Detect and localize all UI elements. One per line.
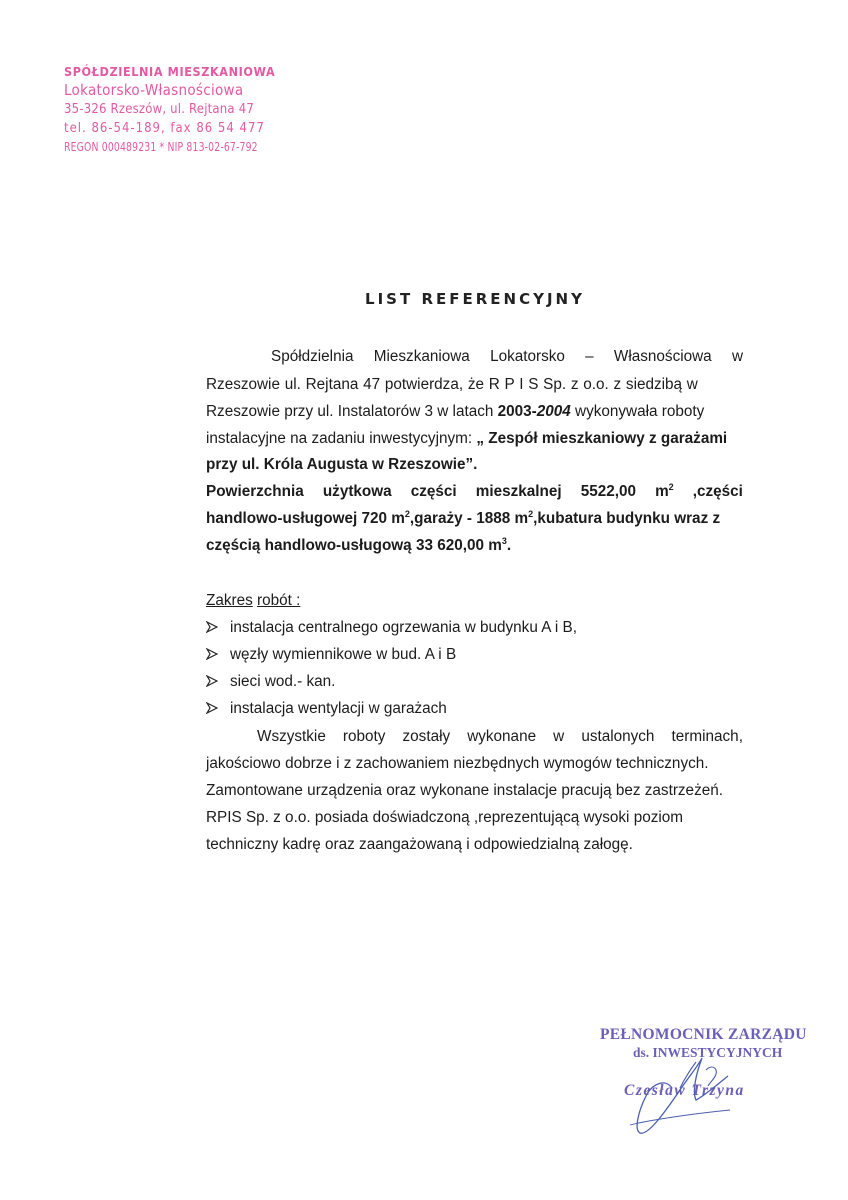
text-span: Rzeszowie przy ul. Instalatorów 3 w latach	[206, 403, 498, 420]
text-span: Wszystkie	[257, 728, 326, 745]
text-span: robót	[257, 592, 292, 609]
text-span: instalacyjne na zadaniu inwestycyjnym:	[206, 430, 477, 447]
year-start: 2003-	[497, 403, 537, 420]
company-header-stamp	[64, 62, 289, 157]
text-span: .	[506, 537, 512, 554]
superscript: 2	[528, 509, 534, 519]
paragraph-3-line-4: RPIS Sp. z o.o. posiada doświadczoną ,reprezentującą wysoki poziom	[206, 809, 684, 826]
text-span: zostały	[402, 728, 451, 745]
scope-label	[206, 592, 743, 610]
arrow-bullet-icon	[206, 675, 218, 687]
stamp-person-name: Czesław Trzyna	[624, 1082, 745, 1099]
stamp-role: PEŁNOMOCNIK ZARZĄDU	[600, 1026, 807, 1043]
paragraph-1-line-2: Rzeszowie ul. Rejtana 47 potwierdza, że R P I S Sp. z o.o. z siedzibą w	[206, 376, 698, 393]
text-span: częścią handlowo-usługową 33 620,00 m	[206, 537, 502, 554]
text-span: Spółdzielnia	[271, 348, 354, 365]
text-span: użytkowa	[322, 483, 392, 500]
text-span: m	[655, 483, 669, 500]
year-end: 2004	[536, 403, 571, 420]
text-span: Lokatorsko	[490, 348, 565, 365]
stamp-company-name: SPÓŁDZIELNIA MIESZKANIOWA	[64, 64, 276, 79]
paragraph-2-line-2	[206, 510, 743, 528]
stamp-phone-fax: tel. 86-54-189, fax 86 54 477	[64, 121, 265, 136]
text-span: Mieszkaniowa	[373, 348, 470, 365]
handwritten-signature-icon	[610, 1040, 760, 1140]
stamp-regon-nip: REGON 000489231 * NIP 813-02-67-792	[64, 140, 258, 154]
text-span: instalacja centralnego ogrzewania w budynku A i B,	[230, 619, 577, 636]
text-span: części	[410, 483, 457, 500]
text-span: w	[731, 348, 743, 365]
scope-list-item	[206, 673, 335, 691]
paragraph-3-line-5: techniczny kadrę oraz zaangażowaną i odpowiedzialną załogę.	[206, 836, 633, 853]
project-name: „ Zespół mieszkaniowy z garażami	[476, 430, 728, 447]
text-span: instalacja wentylacji w garażach	[230, 700, 447, 717]
paragraph-1-line-3	[206, 403, 743, 421]
text-span: ,części	[692, 483, 743, 500]
text-span: –	[585, 348, 594, 365]
paragraph-3-line-3: Zamontowane urządzenia oraz wykonane instalacje pracują bez zastrzeżeń.	[206, 782, 723, 799]
superscript: 2	[668, 482, 674, 492]
scope-list-item	[206, 646, 456, 664]
arrow-bullet-icon	[206, 702, 218, 714]
text-span: terminach,	[671, 728, 743, 745]
arrow-bullet-icon	[206, 621, 218, 633]
text-span: węzły wymiennikowe w bud. A i B	[230, 646, 457, 663]
paragraph-2-line-1	[206, 483, 743, 501]
scope-list-item	[206, 700, 447, 718]
arrow-bullet-icon	[206, 648, 218, 660]
scope-list-item	[206, 619, 577, 637]
text-span: Zakres	[206, 592, 253, 609]
text-span: ustalonych	[581, 728, 655, 745]
paragraph-1-line-5: przy ul. Króla Augusta w Rzeszowie”.	[206, 456, 478, 473]
stamp-company-type: Lokatorsko-Własnościowa	[64, 81, 244, 99]
text-span: :	[291, 592, 301, 609]
paragraph-1-line-4	[206, 430, 743, 448]
text-span: ,garaży - 1888 m	[409, 510, 529, 527]
text-span: wykonane	[467, 728, 537, 745]
text-span: mieszkalnej	[475, 483, 562, 500]
document-title: LIST REFERENCYJNY	[365, 290, 585, 308]
area-unit	[655, 483, 674, 501]
text-span: sieci wod.- kan.	[230, 673, 336, 690]
paragraph-3-line-1	[257, 728, 743, 746]
superscript: 3	[501, 536, 507, 546]
paragraph-3-line-2: jakościowo dobrze i z zachowaniem niezbędnych wymogów technicznych.	[206, 755, 709, 772]
stamp-department: ds. INWESTYCYJNYCH	[633, 1045, 783, 1060]
text-span: Własnościowa	[613, 348, 712, 365]
stamp-address: 35-326 Rzeszów, ul. Rejtana 47	[64, 102, 254, 117]
text-span: 5522,00	[580, 483, 636, 500]
text-span: wykonywała roboty	[570, 403, 705, 420]
text-span: ,kubatura budynku wraz z	[533, 510, 721, 527]
text-span: roboty	[342, 728, 386, 745]
text-span: handlowo-usługowej 720 m	[206, 510, 405, 527]
paragraph-1-line-1	[271, 348, 743, 366]
text-span: Powierzchnia	[206, 483, 304, 500]
text-span: w	[553, 728, 565, 745]
superscript: 2	[404, 509, 410, 519]
paragraph-2-line-3	[206, 537, 743, 555]
